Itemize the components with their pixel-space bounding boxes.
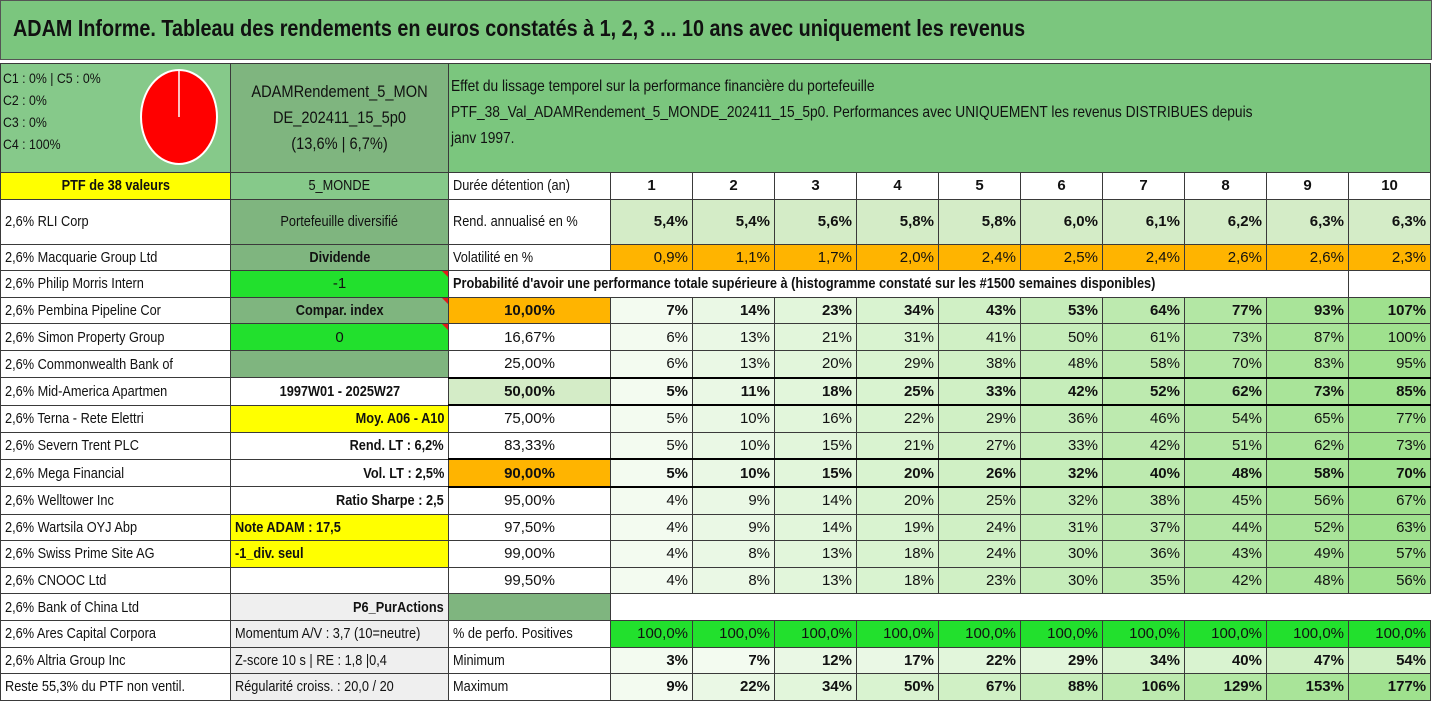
prob-value[interactable]: 22% <box>857 405 939 432</box>
prob-value[interactable]: 41% <box>939 324 1021 351</box>
prob-value[interactable]: 67% <box>1349 487 1431 514</box>
blank-band <box>611 594 1431 621</box>
description-cell[interactable] <box>449 64 1431 173</box>
prob-value[interactable]: 8% <box>693 567 775 594</box>
prob-value[interactable]: 14% <box>693 297 775 324</box>
prob-value[interactable]: 43% <box>939 297 1021 324</box>
portfolio-type-cell[interactable]: Portefeuille diversifié <box>231 199 449 244</box>
probability-caption: Probabilité d'avoir une performance totale supérieure à (histogramme constaté sur les #1500 semaines disponibles) <box>449 271 1349 298</box>
prob-value[interactable]: 5% <box>611 432 693 459</box>
empty-cell[interactable] <box>1349 271 1431 298</box>
description-line3: janv 1997. <box>451 130 515 147</box>
maximum-value[interactable]: 153% <box>1267 674 1349 701</box>
prob-value[interactable]: 30% <box>1021 541 1103 568</box>
positives-value[interactable]: 100,0% <box>1185 620 1267 647</box>
regularity-cell[interactable]: Régularité croiss. : 20,0 / 20 <box>231 674 449 701</box>
prob-value[interactable]: 34% <box>857 297 939 324</box>
prob-value[interactable]: 18% <box>775 378 857 406</box>
prob-value[interactable]: 70% <box>1349 459 1431 487</box>
positives-value[interactable]: 100,0% <box>939 620 1021 647</box>
prob-value[interactable]: 42% <box>1021 378 1103 406</box>
minimum-value[interactable]: 34% <box>1103 647 1185 674</box>
prob-value[interactable]: 51% <box>1185 432 1267 459</box>
prob-value[interactable]: 4% <box>611 567 693 594</box>
minimum-value[interactable]: 7% <box>693 647 775 674</box>
prob-value[interactable]: 93% <box>1267 297 1349 324</box>
dividend-cell[interactable]: Dividende <box>231 244 449 271</box>
prob-value[interactable]: 5% <box>611 378 693 406</box>
prob-value[interactable]: 37% <box>1103 514 1185 541</box>
prob-value[interactable]: 13% <box>775 541 857 568</box>
empty-cell[interactable] <box>231 567 449 594</box>
minimum-value[interactable]: 40% <box>1185 647 1267 674</box>
prob-value[interactable]: 7% <box>611 297 693 324</box>
prob-value[interactable]: 11% <box>693 378 775 406</box>
maximum-value[interactable]: 177% <box>1349 674 1431 701</box>
rend-value[interactable]: 5,4% <box>693 199 775 244</box>
prob-value[interactable]: 14% <box>775 487 857 514</box>
prob-value[interactable]: 6% <box>611 324 693 351</box>
positives-value[interactable]: 100,0% <box>1267 620 1349 647</box>
vol-label[interactable]: Volatilité en % <box>449 244 611 271</box>
maximum-value[interactable]: 106% <box>1103 674 1185 701</box>
returns-table <box>0 63 1431 701</box>
prob-value[interactable]: 16% <box>775 405 857 432</box>
year-header[interactable]: 10 <box>1349 173 1431 200</box>
probability-threshold[interactable]: 50,00% <box>449 378 611 406</box>
probability-threshold[interactable]: 90,00% <box>449 459 611 487</box>
holding-cell[interactable]: 2,6% Commonwealth Bank of <box>1 350 231 377</box>
period-cell[interactable]: 1997W01 - 2025W27 <box>231 378 449 406</box>
allocation-line: C2 : 0% <box>3 92 47 108</box>
probability-threshold[interactable]: 95,00% <box>449 487 611 514</box>
rend-value[interactable]: 5,8% <box>857 199 939 244</box>
prob-value[interactable]: 58% <box>1103 350 1185 377</box>
prob-value[interactable]: 42% <box>1185 567 1267 594</box>
allocation-line: C4 : 100% <box>3 136 61 152</box>
vol-value[interactable]: 0,9% <box>611 244 693 271</box>
allocation-line: C1 : 0% | C5 : 0% <box>3 70 101 86</box>
prob-value[interactable]: 35% <box>1103 567 1185 594</box>
year-header[interactable]: 3 <box>775 173 857 200</box>
prob-value[interactable]: 20% <box>775 350 857 377</box>
prob-value[interactable]: 38% <box>939 350 1021 377</box>
prob-value[interactable]: 50% <box>1021 324 1103 351</box>
fund-name-line2: DE_202411_15_5p0 <box>272 108 407 127</box>
positives-value[interactable]: 100,0% <box>611 620 693 647</box>
holding-cell[interactable]: 2,6% Simon Property Group <box>1 324 231 351</box>
prob-value[interactable]: 58% <box>1267 459 1349 487</box>
year-header[interactable]: 7 <box>1103 173 1185 200</box>
prob-value[interactable]: 15% <box>775 432 857 459</box>
prob-value[interactable]: 52% <box>1267 514 1349 541</box>
prob-value[interactable]: 62% <box>1267 432 1349 459</box>
maximum-value[interactable]: 129% <box>1185 674 1267 701</box>
fund-name-cell[interactable] <box>231 64 449 173</box>
prob-value[interactable]: 63% <box>1349 514 1431 541</box>
holding-cell[interactable]: 2,6% Terna - Rete Elettri <box>1 405 231 432</box>
prob-value[interactable]: 20% <box>857 487 939 514</box>
rend-value[interactable]: 6,1% <box>1103 199 1185 244</box>
prob-value[interactable]: 85% <box>1349 378 1431 406</box>
holding-cell[interactable]: 2,6% Ares Capital Corpora <box>1 620 231 647</box>
prob-value[interactable]: 61% <box>1103 324 1185 351</box>
year-header[interactable]: 2 <box>693 173 775 200</box>
prob-value[interactable]: 54% <box>1185 405 1267 432</box>
prob-value[interactable]: 44% <box>1185 514 1267 541</box>
positives-value[interactable]: 100,0% <box>1021 620 1103 647</box>
prob-value[interactable]: 48% <box>1185 459 1267 487</box>
maximum-value[interactable]: 34% <box>775 674 857 701</box>
vol-value[interactable]: 2,6% <box>1267 244 1349 271</box>
prob-value[interactable]: 38% <box>1103 487 1185 514</box>
p6-cell[interactable]: P6_PurActions <box>231 594 449 621</box>
prob-value[interactable]: 53% <box>1021 297 1103 324</box>
prob-value[interactable]: 36% <box>1103 541 1185 568</box>
prob-value[interactable]: 52% <box>1103 378 1185 406</box>
description-line1: Effet du lissage temporel sur la performance financière du portefeuille <box>451 78 875 95</box>
prob-value[interactable]: 13% <box>775 567 857 594</box>
rend-value[interactable]: 5,6% <box>775 199 857 244</box>
holding-period-label[interactable]: Durée détention (an) <box>449 173 611 200</box>
vol-value[interactable]: 2,5% <box>1021 244 1103 271</box>
prob-value[interactable]: 42% <box>1103 432 1185 459</box>
vol-value[interactable]: 2,4% <box>939 244 1021 271</box>
dividend-only-cell[interactable]: -1_div. seul <box>231 541 449 568</box>
prob-value[interactable]: 77% <box>1185 297 1267 324</box>
prob-value[interactable]: 48% <box>1267 567 1349 594</box>
prob-value[interactable]: 13% <box>693 324 775 351</box>
zscore-cell[interactable]: Z-score 10 s | RE : 1,8 |0,4 <box>231 647 449 674</box>
zone-cell[interactable]: 5_MONDE <box>231 173 449 200</box>
prob-value[interactable]: 10% <box>693 405 775 432</box>
prob-value[interactable]: 5% <box>611 405 693 432</box>
prob-value[interactable]: 87% <box>1267 324 1349 351</box>
holding-cell[interactable]: 2,6% Macquarie Group Ltd <box>1 244 231 271</box>
prob-value[interactable]: 70% <box>1185 350 1267 377</box>
prob-value[interactable]: 15% <box>775 459 857 487</box>
prob-value[interactable]: 33% <box>1021 432 1103 459</box>
prob-value[interactable]: 23% <box>775 297 857 324</box>
holding-cell[interactable]: 2,6% Severn Trent PLC <box>1 432 231 459</box>
ptf-label-cell[interactable]: PTF de 38 valeurs <box>1 173 231 200</box>
holding-cell[interactable]: 2,6% Swiss Prime Site AG <box>1 541 231 568</box>
prob-value[interactable]: 10% <box>693 459 775 487</box>
prob-value[interactable]: 26% <box>939 459 1021 487</box>
prob-value[interactable]: 62% <box>1185 378 1267 406</box>
vol-value[interactable]: 1,1% <box>693 244 775 271</box>
prob-value[interactable]: 77% <box>1349 405 1431 432</box>
prob-value[interactable]: 46% <box>1103 405 1185 432</box>
prob-value[interactable]: 13% <box>693 350 775 377</box>
report-title: ADAM Informe. Tableau des rendements en euros constatés à 1, 2, 3 ... 10 ans avec uniquement les revenus <box>13 15 1026 41</box>
probability-threshold[interactable]: 25,00% <box>449 350 611 377</box>
prob-value[interactable]: 32% <box>1021 459 1103 487</box>
maximum-value[interactable]: 22% <box>693 674 775 701</box>
report-title-bar <box>0 0 1432 60</box>
fund-name-line1: ADAMRendement_5_MON <box>251 82 428 101</box>
compar-index-cell[interactable]: Compar. index <box>231 297 449 324</box>
prob-value[interactable]: 43% <box>1185 541 1267 568</box>
prob-value[interactable]: 24% <box>939 514 1021 541</box>
prob-value[interactable]: 18% <box>857 567 939 594</box>
year-header[interactable]: 1 <box>611 173 693 200</box>
prob-value[interactable]: 10% <box>693 432 775 459</box>
positives-value[interactable]: 100,0% <box>857 620 939 647</box>
maximum-value[interactable]: 50% <box>857 674 939 701</box>
positives-value[interactable]: 100,0% <box>1349 620 1431 647</box>
prob-value[interactable]: 4% <box>611 487 693 514</box>
prob-value[interactable]: 95% <box>1349 350 1431 377</box>
adam-note-cell[interactable]: Note ADAM : 17,5 <box>231 514 449 541</box>
prob-value[interactable]: 27% <box>939 432 1021 459</box>
prob-value[interactable]: 57% <box>1349 541 1431 568</box>
minimum-value[interactable]: 12% <box>775 647 857 674</box>
average-cell[interactable]: Moy. A06 - A10 <box>231 405 449 432</box>
sharpe-cell[interactable]: Ratio Sharpe : 2,5 <box>231 487 449 514</box>
prob-value[interactable]: 30% <box>1021 567 1103 594</box>
minimum-value[interactable]: 47% <box>1267 647 1349 674</box>
allocation-cell[interactable] <box>1 64 231 173</box>
prob-value[interactable]: 56% <box>1349 567 1431 594</box>
prob-value[interactable]: 29% <box>939 405 1021 432</box>
prob-value[interactable]: 36% <box>1021 405 1103 432</box>
holding-cell[interactable]: 2,6% RLI Corp <box>1 199 231 244</box>
prob-value[interactable]: 107% <box>1349 297 1431 324</box>
holding-cell[interactable]: Reste 55,3% du PTF non ventil. <box>1 674 231 701</box>
holding-cell[interactable]: 2,6% Altria Group Inc <box>1 647 231 674</box>
year-header[interactable]: 8 <box>1185 173 1267 200</box>
rend-lt-cell[interactable]: Rend. LT : 6,2% <box>231 432 449 459</box>
holding-cell[interactable]: 2,6% Pembina Pipeline Cor <box>1 297 231 324</box>
positives-value[interactable]: 100,0% <box>1103 620 1185 647</box>
probability-threshold[interactable]: 16,67% <box>449 324 611 351</box>
rend-value[interactable]: 6,3% <box>1349 199 1431 244</box>
year-header[interactable]: 6 <box>1021 173 1103 200</box>
prob-value[interactable]: 9% <box>693 487 775 514</box>
prob-value[interactable]: 24% <box>939 541 1021 568</box>
empty-green-cell[interactable] <box>449 594 611 621</box>
prob-value[interactable]: 4% <box>611 541 693 568</box>
prob-value[interactable]: 33% <box>939 378 1021 406</box>
momentum-cell[interactable]: Momentum A/V : 3,7 (10=neutre) <box>231 620 449 647</box>
prob-value[interactable]: 21% <box>775 324 857 351</box>
prob-value[interactable]: 64% <box>1103 297 1185 324</box>
prob-value[interactable]: 25% <box>857 378 939 406</box>
holding-cell[interactable]: 2,6% Welltower Inc <box>1 487 231 514</box>
positives-label[interactable]: % de perfo. Positives <box>449 620 611 647</box>
prob-value[interactable]: 40% <box>1103 459 1185 487</box>
rend-label[interactable]: Rend. annualisé en % <box>449 199 611 244</box>
holding-cell[interactable]: 2,6% CNOOC Ltd <box>1 567 231 594</box>
prob-value[interactable]: 31% <box>1021 514 1103 541</box>
prob-value[interactable]: 5% <box>611 459 693 487</box>
fund-stats: (13,6% | 6,7%) <box>291 134 388 153</box>
maximum-value[interactable]: 9% <box>611 674 693 701</box>
prob-value[interactable]: 6% <box>611 350 693 377</box>
probability-threshold[interactable]: 99,00% <box>449 541 611 568</box>
prob-value[interactable]: 31% <box>857 324 939 351</box>
prob-value[interactable]: 48% <box>1021 350 1103 377</box>
prob-value[interactable]: 4% <box>611 514 693 541</box>
rend-value[interactable]: 6,2% <box>1185 199 1267 244</box>
rend-value[interactable]: 6,0% <box>1021 199 1103 244</box>
holding-cell[interactable]: 2,6% Philip Morris Intern <box>1 271 231 298</box>
minimum-label[interactable]: Minimum <box>449 647 611 674</box>
probability-threshold[interactable]: 75,00% <box>449 405 611 432</box>
minimum-value[interactable]: 3% <box>611 647 693 674</box>
vol-value[interactable]: 1,7% <box>775 244 857 271</box>
maximum-value[interactable]: 88% <box>1021 674 1103 701</box>
prob-value[interactable]: 23% <box>939 567 1021 594</box>
prob-value[interactable]: 45% <box>1185 487 1267 514</box>
rend-value[interactable]: 5,4% <box>611 199 693 244</box>
year-header[interactable]: 4 <box>857 173 939 200</box>
prob-value[interactable]: 8% <box>693 541 775 568</box>
zero-cell[interactable]: 0 <box>231 324 449 351</box>
probability-threshold[interactable]: 83,33% <box>449 432 611 459</box>
prob-value[interactable]: 65% <box>1267 405 1349 432</box>
minimum-value[interactable]: 17% <box>857 647 939 674</box>
prob-value[interactable]: 29% <box>857 350 939 377</box>
allocation-list <box>3 67 114 155</box>
minimum-value[interactable]: 22% <box>939 647 1021 674</box>
holding-cell[interactable]: 2,6% Wartsila OYJ Abp <box>1 514 231 541</box>
vol-value[interactable]: 2,0% <box>857 244 939 271</box>
vol-value[interactable]: 2,4% <box>1103 244 1185 271</box>
prob-value[interactable]: 9% <box>693 514 775 541</box>
prob-value[interactable]: 14% <box>775 514 857 541</box>
prob-value[interactable]: 73% <box>1267 378 1349 406</box>
allocation-line: C3 : 0% <box>3 114 47 130</box>
vol-value[interactable]: 2,6% <box>1185 244 1267 271</box>
year-header[interactable]: 9 <box>1267 173 1349 200</box>
prob-value[interactable]: 83% <box>1267 350 1349 377</box>
year-header[interactable]: 5 <box>939 173 1021 200</box>
probability-threshold[interactable]: 97,50% <box>449 514 611 541</box>
rend-value[interactable]: 6,3% <box>1267 199 1349 244</box>
positives-value[interactable]: 100,0% <box>775 620 857 647</box>
holding-cell[interactable]: 2,6% Mega Financial <box>1 459 231 487</box>
prob-value[interactable]: 25% <box>939 487 1021 514</box>
maximum-value[interactable]: 67% <box>939 674 1021 701</box>
prob-value[interactable]: 100% <box>1349 324 1431 351</box>
prob-value[interactable]: 18% <box>857 541 939 568</box>
prob-value[interactable]: 73% <box>1349 432 1431 459</box>
allocation-pie-chart <box>139 67 219 167</box>
empty-green-cell[interactable] <box>231 350 449 377</box>
prob-value[interactable]: 21% <box>857 432 939 459</box>
minus-one-cell[interactable]: -1 <box>231 271 449 298</box>
rend-value[interactable]: 5,8% <box>939 199 1021 244</box>
prob-value[interactable]: 49% <box>1267 541 1349 568</box>
positives-value[interactable]: 100,0% <box>693 620 775 647</box>
description-line2: PTF_38_Val_ADAMRendement_5_MONDE_202411_15_5p0. Performances avec UNIQUEMENT les revenus DISTRIBUES depuis <box>451 104 1253 121</box>
probability-threshold[interactable]: 99,50% <box>449 567 611 594</box>
vol-value[interactable]: 2,3% <box>1349 244 1431 271</box>
minimum-value[interactable]: 29% <box>1021 647 1103 674</box>
prob-value[interactable]: 56% <box>1267 487 1349 514</box>
holding-cell[interactable]: 2,6% Mid-America Apartmen <box>1 378 231 406</box>
holding-cell[interactable]: 2,6% Bank of China Ltd <box>1 594 231 621</box>
probability-threshold[interactable]: 10,00% <box>449 297 611 324</box>
prob-value[interactable]: 20% <box>857 459 939 487</box>
prob-value[interactable]: 73% <box>1185 324 1267 351</box>
prob-value[interactable]: 19% <box>857 514 939 541</box>
maximum-label[interactable]: Maximum <box>449 674 611 701</box>
vol-lt-cell[interactable]: Vol. LT : 2,5% <box>231 459 449 487</box>
prob-value[interactable]: 32% <box>1021 487 1103 514</box>
minimum-value[interactable]: 54% <box>1349 647 1431 674</box>
